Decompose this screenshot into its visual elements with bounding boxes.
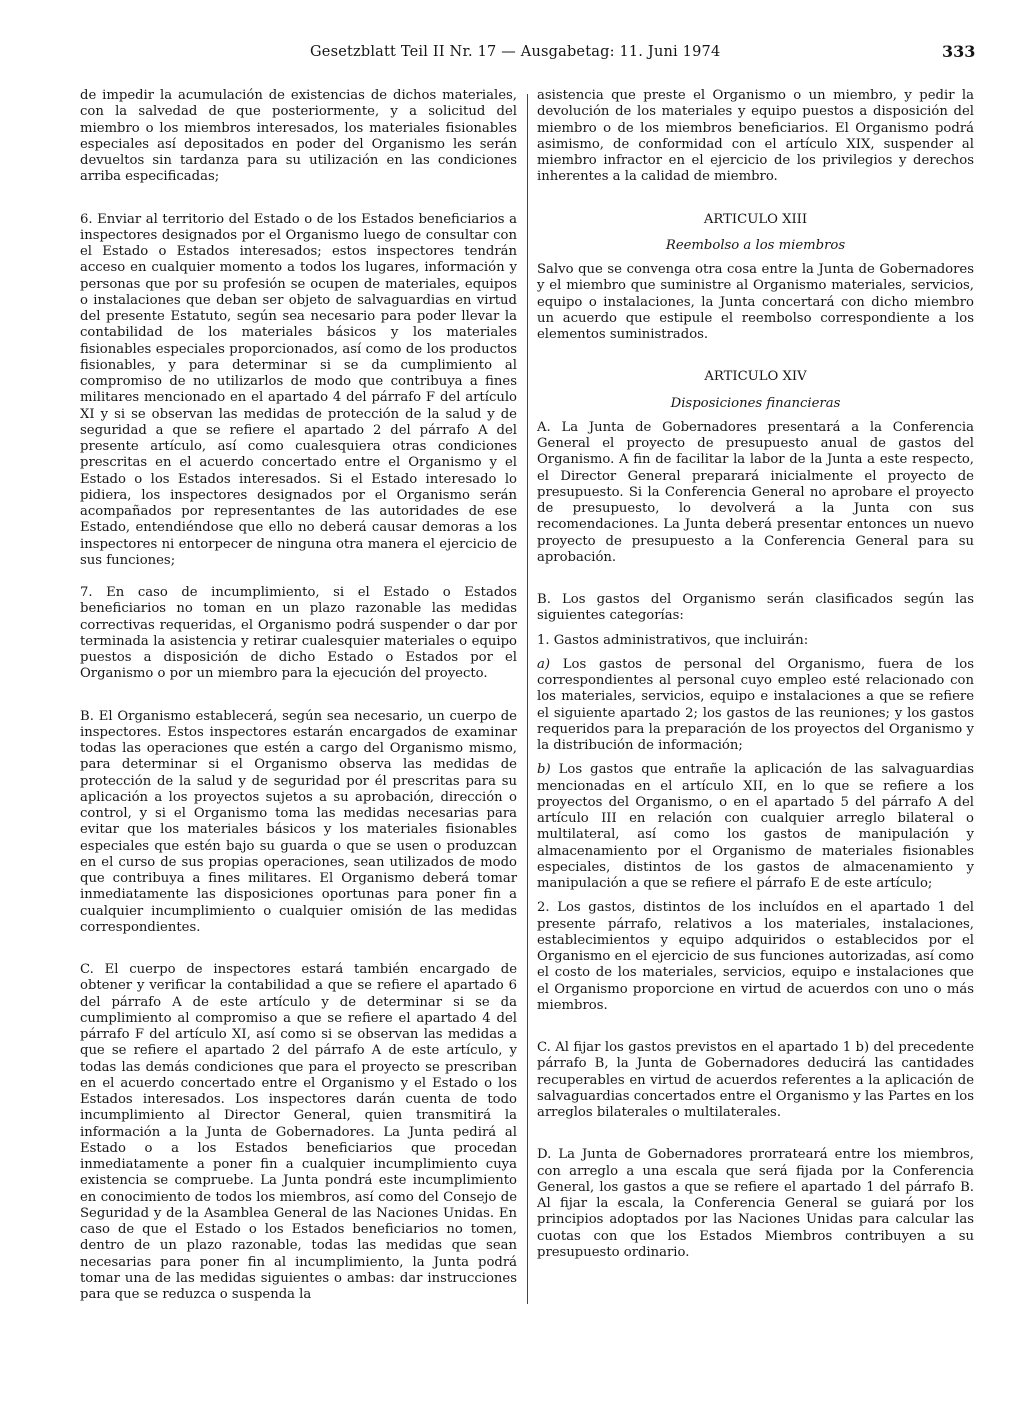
article-xiv-title: ARTICULO XIV xyxy=(704,369,807,385)
item-label-b: b) xyxy=(537,762,551,778)
paragraph-item-6: 6. Enviar al territorio del Estado o de los Estados beneficiarios a inspectores designados por el Organismo luego de consultar con el Estado o Estados interesados; estos inspectores tendrán acceso en cualquier momento a todos los lugares, información y personas que por su profesión se ocupen de materiales, equipos o instalaciones que deban ser objeto de salvaguardias en virtud del presente Estatuto, según sea necesario para poder llevar la contabilidad de los materiales básicos y los materiales fisionables especiales proporcionados, así como de los productos fisionables, y para determinar si se da cumplimiento al compromiso de no utilizarlos de modo que contribuya a fines militares mencionado en el apartado 4 del párrafo F del artículo XI y si se observan las medidas de protección de la salud y de seguridad a que se refiere el apartado 2 del párrafo A del presente artículo, así como cualesquiera otras condiciones prescritas en el acuerdo concertado entre el Organismo y el Estado o los Estados interesados. Si el Estado interesado lo pidiera, los inspectores designados por el Organismo serán acompañados por representantes de las autoridades de ese Estado, entendiéndose que ello no deberá causar demoras a los inspectores ni entorpecer de ninguna otra manera el ejercicio de sus funciones; xyxy=(80,211,517,568)
paragraph-continuation: de impedir la acumulación de existencias de dichos materiales, con la salvedad de que posteriormente, y a solicitud del miembro o los miembros interesados, los materiales fisionables especiales así depositados en poder del Organismo les serán devueltos sin tardanza para su utilización en las condiciones arriba especificadas; xyxy=(80,88,517,185)
article-xiii-subtitle: Reembolso a los miembros xyxy=(665,237,846,253)
paragraph-b-1-a xyxy=(537,657,974,755)
item-label-a: a) xyxy=(537,656,551,672)
article-xiii-text: Salvo que se convenga otra cosa entre la Junta de Gobernadores y el miembro que suministre al Organismo materiales, servicios, equipo o instalaciones, la Junta concertará con dicho miembro un acuerdo que estipule el reembolso correspondiente a los elementos suministrados. xyxy=(537,262,974,342)
item-text-b: Los gastos que entrañe la aplicación de las salvaguardias mencionadas en el artículo XII, en lo que se refiere a los proyectos del Organismo, o en el apartado 5 del párrafo A del artículo III en relación con cualquier arreglo bilateral o multilateral, así como los gastos de manipulación y almacenamiento por el Organismo de materiales fisionables especiales, distintos de los gastos de almacenamiento y manipulación a que se refiere el párrafo E de este artículo; xyxy=(537,762,974,891)
paragraph-item-7: 7. En caso de incumplimiento, si el Estado o Estados beneficiarios no toman en un plazo razonable las medidas correctivas requeridas, el Organismo podrá suspender o dar por terminada la asistencia y retirar cualesquier materiales o equipo puestos a disposición de dicho Estado o Estados por el Organismo o por un miembro para la ejecución del proyecto. xyxy=(80,585,517,682)
page-number: 333 xyxy=(942,42,976,61)
paragraph-d: D. La Junta de Gobernadores prorrateará entre los miembros, con arreglo a una escala que será fijada por la Conferencia General, los gastos a que se refiere el apartado 1 del párrafo B. Al fijar la escala, la Conferencia General se guiará por los principios adoptados por las Naciones Unidas para calcular las cuotas con que los Estados Miembros contribuyen a su presupuesto ordinario. xyxy=(537,1147,974,1260)
article-xiv-subtitle: Disposiciones financieras xyxy=(670,395,841,411)
right-column xyxy=(537,88,974,1261)
left-column xyxy=(80,88,517,1303)
paragraph-b-right: B. Los gastos del Organismo serán clasificados según las siguientes categorías: xyxy=(537,592,974,624)
paragraph-b-1-b xyxy=(537,762,974,892)
column-divider xyxy=(527,94,528,1304)
item-text-a: Los gastos de personal del Organismo, fuera de los correspondientes al personal cuyo empleo esté relacionado con los materiales, servicios, equipo e instalaciones a que se refiere el siguiente apartado 2; los gastos de las reuniones; y los gastos requeridos para la preparación de los proyectos del Organismo y la distribución de información; xyxy=(537,656,974,753)
paragraph-b-2: 2. Los gastos, distintos de los incluídos en el apartado 1 del presente párrafo, relativos a los materiales, instalaciones, establecimientos y equipo adquiridos o establecidos por el Organismo en el ejercicio de sus funciones autorizadas, así como el costo de los materiales, servicios, equipo e instalaciones que el Organismo proporcione en virtud de acuerdos con uno o más miembros. xyxy=(537,900,974,1013)
paragraph-b: B. El Organismo establecerá, según sea necesario, un cuerpo de inspectores. Estos inspectores estarán encargados de examinar todas las operaciones que estén a cargo del Organismo mismo, para determinar si el Organismo observa las medidas de protección de la salud y de seguridad por él prescritas para su aplicación a los proyectos sujetos a su aprobación, dirección o control, y si el Organismo toma las medidas necesarias para evitar que los materiales básicos y los materiales fisionables especiales que estén bajo su guarda o que se usen o produzcan en el curso de sus propias operaciones, sean utilizados de modo que contribuya a fines militares. El Organismo deberá tomar inmediatamente las disposiciones oportunas para poner fin a cualquier incumplimiento o cualquier omisión de las medidas correspondientes. xyxy=(80,708,517,935)
gazette-title: Gesetzblatt Teil II Nr. 17 — Ausgabetag: 11. Juni 1974 xyxy=(310,44,721,60)
page-header xyxy=(0,38,1024,68)
article-xiii-title: ARTICULO XIII xyxy=(703,211,808,227)
paragraph-c: C. El cuerpo de inspectores estará también encargado de obtener y verificar la contabilidad a que se refiere el apartado 6 del párrafo A de este artículo y de determinar si se da cumplimiento al compromiso a que se refiere el apartado 4 del párrafo F del artículo XI, así como si se observan las medidas a que se refiere el apartado 2 del párrafo A de este artículo, y todas las demás condiciones que para el proyecto se prescriban en el acuerdo concertado entre el Organismo y el Estado o los Estados interesados. Los inspectores darán cuenta de todo incumplimiento al Director General, quien transmitirá la información a la Junta de Gobernadores. La Junta pedirá al Estado o a los Estados beneficiarios que procedan inmediatamente a poner fin a cualquier incumplimiento cuya existencia se compruebe. La Junta pondrá este incumplimiento en conocimiento de todos los miembros, así como del Consejo de Seguridad y de la Asamblea General de las Naciones Unidas. En caso de que el Estado o los Estados beneficiarios no tomen, dentro de un plazo razonable, todas las medidas que sean necesarias para poner fin al incumplimiento, la Junta podrá tomar una de las medidas siguientes o ambas: dar instrucciones para que se reduzca o suspenda la xyxy=(80,962,517,1302)
paragraph-continuation-right: asistencia que preste el Organismo o un miembro, y pedir la devolución de los materiales y equipo puestos a disposición del miembro o de los miembros beneficiarios. El Organismo podrá asimismo, de conformidad con el artículo XIX, suspender al miembro infractor en el ejercicio de los privilegios y derechos inherentes a la calidad de miembro. xyxy=(537,88,974,185)
paragraph-b-1: 1. Gastos administrativos, que incluirán: xyxy=(537,632,809,648)
paragraph-c-right: C. Al fijar los gastos previstos en el apartado 1 b) del precedente párrafo B, la Junta de Gobernadores deducirá las cantidades recuperables en virtud de acuerdos referentes a la aplicación de salvaguardias concertados entre el Organismo y las Partes en los arreglos bilaterales o multilaterales. xyxy=(537,1040,974,1120)
paragraph-a: A. La Junta de Gobernadores presentará a la Conferencia General el proyecto de presupuesto anual de gastos del Organismo. A fin de facilitar la labor de la Junta a este respecto, el Director General preparará inicialmente el proyecto de presupuesto. Si la Conferencia General no aprobare el proyecto de presupuesto, lo devolverá a la Junta con sus recomendaciones. La Junta deberá presentar entonces un nuevo proyecto de presupuesto a la Conferencia General para su aprobación. xyxy=(537,419,974,565)
